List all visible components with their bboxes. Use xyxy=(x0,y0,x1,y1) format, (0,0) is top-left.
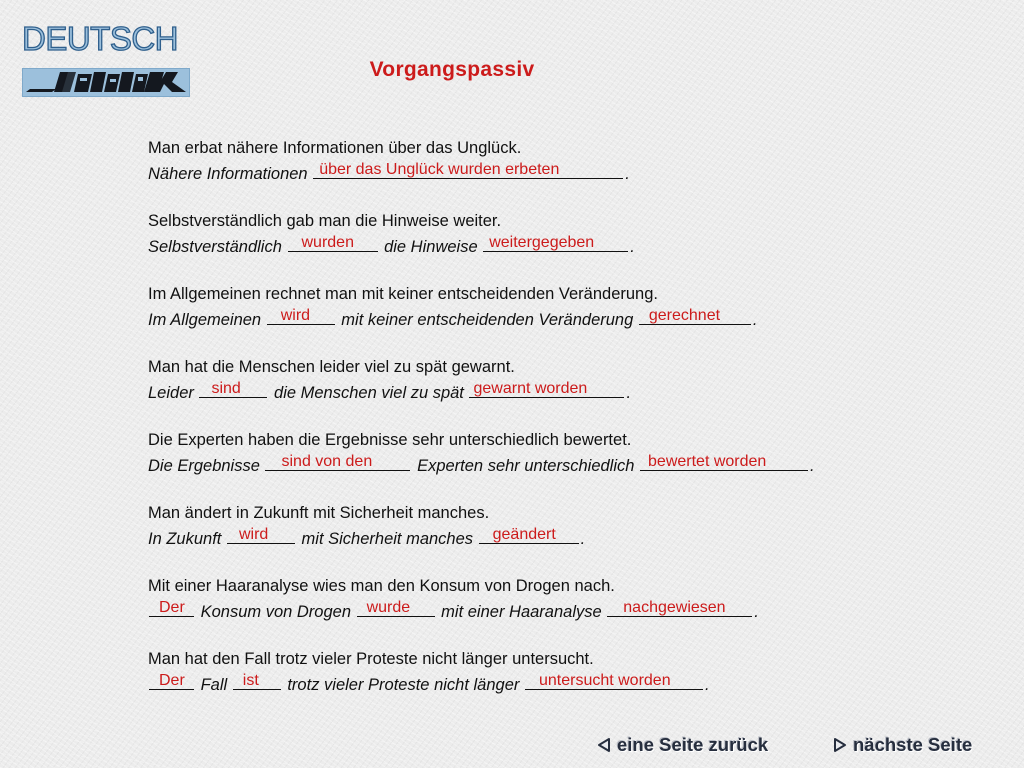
answer-text: weitergegeben xyxy=(489,234,595,251)
exercise-item xyxy=(148,209,988,259)
exercise-item xyxy=(148,136,988,186)
exercise-item xyxy=(148,428,988,478)
exercise-item xyxy=(148,355,988,405)
passive-sentence xyxy=(148,379,988,405)
sentence-fragment: . xyxy=(704,676,710,694)
sentence-fragment: . xyxy=(625,165,630,183)
answer-blank xyxy=(357,598,435,617)
answer-text: untersucht worden xyxy=(538,672,671,689)
answer-text: wurden xyxy=(301,234,354,251)
active-sentence: Selbstverständlich gab man die Hinweise weiter. xyxy=(148,212,502,230)
page-title: Vorgangspassiv xyxy=(369,58,535,81)
sentence-fragment: mit Sicherheit manches xyxy=(296,530,478,548)
answer-blank xyxy=(525,671,703,690)
answer-text: sind von den xyxy=(281,453,373,470)
sentence-fragment: die Menschen viel zu spät xyxy=(269,384,469,402)
answer-text: wird xyxy=(238,526,269,543)
passive-sentence xyxy=(148,233,988,259)
answer-blank xyxy=(639,306,751,325)
sentence-fragment: Leider xyxy=(148,384,199,402)
sentence-fragment: Im Allgemeinen xyxy=(148,311,266,329)
answer-text: wurde xyxy=(366,599,411,616)
sentence-fragment: die Hinweise xyxy=(379,238,483,256)
passive-sentence xyxy=(148,452,988,478)
answer-blank xyxy=(199,379,267,398)
triangle-right-outline-icon xyxy=(833,737,847,753)
active-sentence: Im Allgemeinen rechnet man mit keiner entscheidenden Veränderung. xyxy=(148,285,658,303)
answer-text: sind xyxy=(211,380,241,397)
answer-blank xyxy=(149,671,194,690)
answer-text: ist xyxy=(242,672,259,689)
sentence-fragment: Experten sehr unterschiedlich xyxy=(412,457,640,475)
triangle-left-outline-icon xyxy=(597,737,611,753)
previous-page-label: eine Seite zurück xyxy=(617,734,769,755)
answer-blank xyxy=(265,452,410,471)
answer-text: geändert xyxy=(492,526,556,543)
logo-deutsch: DEUTSCH xyxy=(22,20,179,57)
sentence-fragment: . xyxy=(810,457,815,475)
answer-blank xyxy=(149,598,194,617)
sentence-fragment: In Zukunft xyxy=(148,530,226,548)
sentence-fragment: . xyxy=(580,530,586,548)
sentence-fragment: . xyxy=(754,603,759,621)
next-page-label: nächste Seite xyxy=(853,734,973,755)
active-sentence: Mit einer Haaranalyse wies man den Konsum von Drogen nach. xyxy=(148,577,615,595)
exercise-item xyxy=(148,501,988,551)
answer-blank xyxy=(640,452,808,471)
answer-text: Der xyxy=(159,672,185,689)
passive-sentence xyxy=(148,598,988,624)
active-sentence: Man erbat nähere Informationen über das Unglück. xyxy=(148,139,522,157)
answer-blank xyxy=(288,233,378,252)
passive-sentence xyxy=(148,671,988,697)
answer-blank xyxy=(267,306,335,325)
answer-text: gewarnt worden xyxy=(473,380,588,397)
sentence-fragment: Die Ergebnisse xyxy=(148,457,265,475)
answer-text: gerechnet xyxy=(648,307,721,324)
passive-sentence xyxy=(148,306,988,332)
sentence-fragment: . xyxy=(752,311,758,329)
active-sentence: Die Experten haben die Ergebnisse sehr unterschiedlich bewertet. xyxy=(148,431,632,449)
next-page-link[interactable] xyxy=(833,734,972,756)
sentence-fragment: Fall xyxy=(196,676,232,694)
passive-sentence xyxy=(148,525,988,551)
answer-text: nachgewiesen xyxy=(623,599,726,616)
sentence-fragment: Konsum von Drogen xyxy=(196,603,356,621)
answer-blank xyxy=(227,525,295,544)
sentence-fragment: trotz vieler Proteste nicht länger xyxy=(282,676,524,694)
active-sentence: Man hat den Fall trotz vieler Proteste nicht länger untersucht. xyxy=(148,650,594,668)
answer-blank xyxy=(233,671,281,690)
passive-sentence xyxy=(148,160,988,186)
sentence-fragment: mit keiner entscheidenden Veränderung xyxy=(336,311,638,329)
sentence-fragment: mit einer Haaranalyse xyxy=(436,603,607,621)
answer-text: über das Unglück wurden erbeten xyxy=(319,161,560,178)
active-sentence: Man hat die Menschen leider viel zu spät gewarnt. xyxy=(148,358,515,376)
answer-blank xyxy=(469,379,624,398)
sentence-fragment: Nähere Informationen xyxy=(148,165,313,183)
answer-blank xyxy=(313,160,623,179)
sentence-fragment: . xyxy=(626,384,632,402)
sentence-fragment: Selbstverständlich xyxy=(148,238,287,256)
answer-blank xyxy=(479,525,579,544)
exercise-item xyxy=(148,647,988,697)
active-sentence: Man ändert in Zukunft mit Sicherheit manches. xyxy=(148,504,490,522)
previous-page-link[interactable] xyxy=(597,734,768,756)
sentence-fragment: . xyxy=(630,238,635,256)
answer-blank xyxy=(483,233,628,252)
answer-text: bewertet worden xyxy=(648,453,767,470)
banner-text xyxy=(22,97,23,98)
answer-text: wird xyxy=(280,307,311,324)
answer-text: Der xyxy=(159,599,185,616)
exercise-item xyxy=(148,282,988,332)
answer-blank xyxy=(607,598,752,617)
exercise-item xyxy=(148,574,988,624)
